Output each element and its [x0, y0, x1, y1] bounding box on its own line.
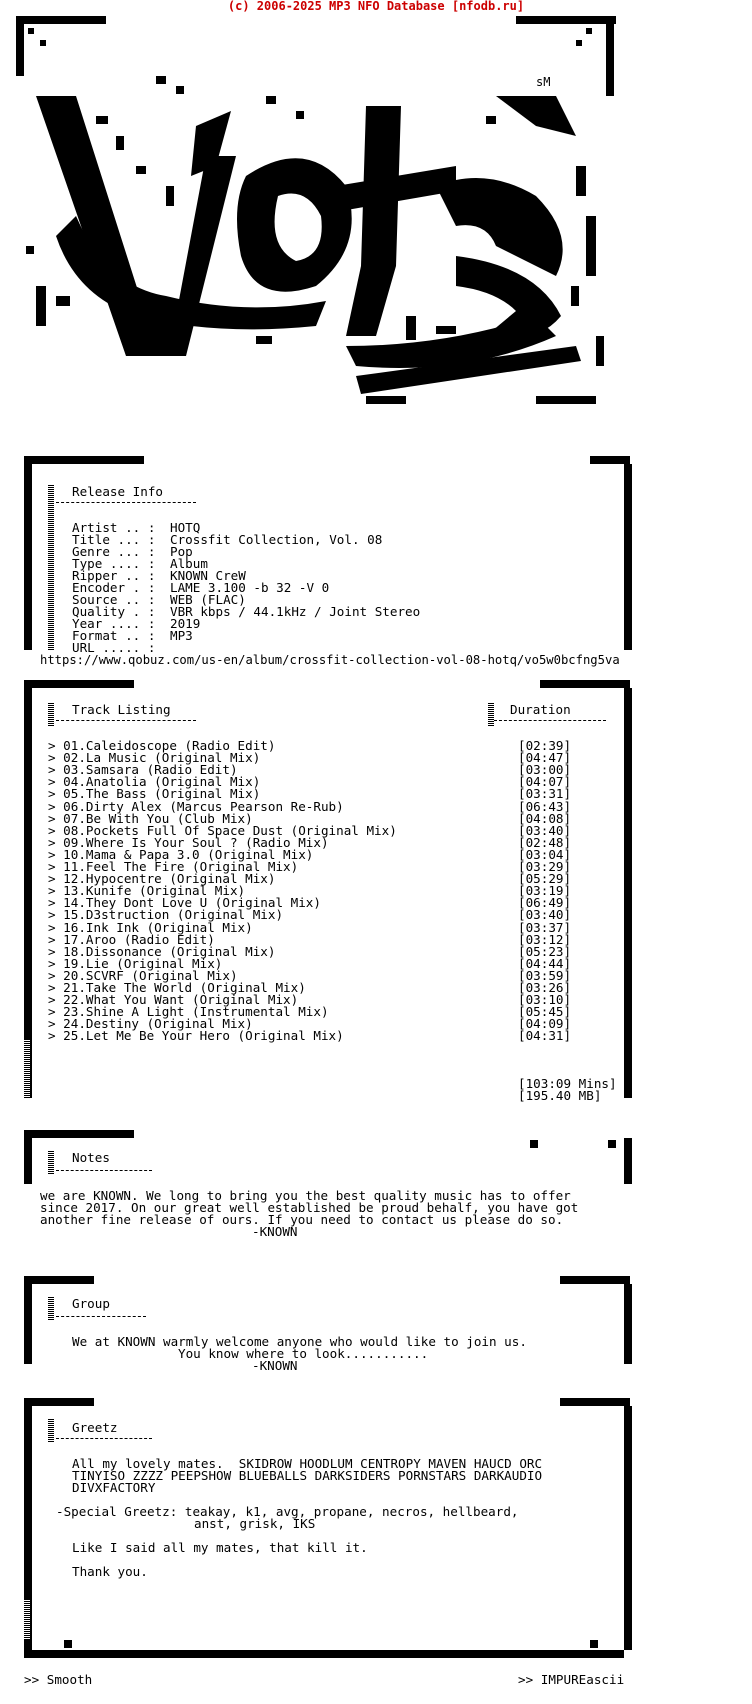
- track-title: > 12.Hypocentre (Original Mix): [48, 871, 276, 887]
- notes-line: since 2017. On our great well established be proud behalf, you have got: [40, 1200, 579, 1215]
- field-value: Album: [170, 556, 208, 571]
- track-duration: [04:44]: [518, 955, 572, 971]
- notes-signature: -KNOWN: [252, 1224, 298, 1239]
- track-title: > 14.They Dont Love U (Original Mix): [48, 895, 321, 911]
- track-duration: [04:09]: [518, 1016, 572, 1032]
- group-frame-top-right: [560, 1276, 630, 1284]
- track-duration: [06:43]: [518, 798, 572, 814]
- notes-header: Notes: [72, 1150, 110, 1165]
- track-duration: [04:47]: [518, 750, 572, 766]
- field-label: Format .. :: [72, 628, 156, 643]
- track-title: > 25.Let Me Be Your Hero (Original Mix): [48, 1028, 344, 1044]
- notes-line: we are KNOWN. We long to bring you the best quality music has to offer: [40, 1188, 571, 1203]
- track-duration: [04:08]: [518, 810, 572, 826]
- field-label: Artist .. :: [72, 520, 156, 535]
- greetz-line: TINYISO ZZZZ PEEPSHOW BLUEBALLS DARKSIDERS PORNSTARS DARKAUDIO: [72, 1468, 543, 1483]
- track-duration: [04:31]: [518, 1028, 572, 1044]
- tracks-divider-left: [56, 720, 196, 721]
- tracks-rail-bottom: [24, 1040, 30, 1098]
- field-label: Year .... :: [72, 616, 156, 631]
- track-duration: [03:26]: [518, 980, 572, 995]
- field-label: Encoder . :: [72, 580, 156, 595]
- track-title: > 20.SCVRF (Original Mix): [48, 967, 238, 983]
- notes-frame-top: [24, 1130, 134, 1138]
- footer-credit-left: >> Smooth: [24, 1672, 93, 1687]
- track-listing-header: Track Listing: [72, 702, 171, 717]
- track-duration: [03:12]: [518, 931, 572, 947]
- track-title: > 07.Be With You (Club Mix): [48, 810, 253, 826]
- notes-line: another fine release of ours. If you need to contact us please do so.: [40, 1212, 564, 1227]
- group-line: You know where to look...........: [178, 1346, 429, 1361]
- track-title: > 02.La Music (Original Mix): [48, 750, 261, 766]
- group-line: We at KNOWN warmly welcome anyone who would like to join us.: [72, 1334, 527, 1349]
- track-title: > 08.Pockets Full Of Space Dust (Original Mix): [48, 822, 397, 838]
- track-duration: [03:10]: [518, 992, 572, 1008]
- greetz-frame-dot: [590, 1640, 598, 1648]
- field-label: Type .... :: [72, 556, 156, 571]
- duration-header: Duration: [510, 702, 571, 717]
- release-info-divider: [56, 502, 196, 503]
- track-title: > 05.The Bass (Original Mix): [48, 786, 261, 802]
- ascii-art-logo: [16, 16, 616, 412]
- field-value: LAME 3.100 -b 32 -V 0: [170, 580, 330, 595]
- greetz-thanks: Thank you.: [72, 1564, 148, 1579]
- greetz-divider: [56, 1438, 152, 1439]
- tracks-divider-right: [494, 720, 606, 721]
- track-title: > 06.Dirty Alex (Marcus Pearson Re-Rub): [48, 798, 344, 814]
- group-frame-top: [24, 1276, 94, 1284]
- field-label: Source .. :: [72, 592, 156, 607]
- track-title: > 21.Take The World (Original Mix): [48, 980, 306, 995]
- tracks-rail-left: [48, 702, 54, 726]
- track-duration: [03:00]: [518, 762, 572, 778]
- tracks-frame-top-right: [540, 680, 630, 688]
- notes-divider: [56, 1170, 152, 1171]
- track-duration: [04:07]: [518, 774, 572, 790]
- track-duration: [02:48]: [518, 834, 572, 850]
- field-value: VBR kbps / 44.1kHz / Joint Stereo: [170, 604, 421, 619]
- field-value: MP3: [170, 628, 193, 643]
- track-duration: [03:04]: [518, 846, 572, 862]
- track-title: > 11.Feel The Fire (Original Mix): [48, 859, 299, 874]
- greetz-header: Greetz: [72, 1420, 118, 1435]
- group-signature: -KNOWN: [252, 1358, 298, 1373]
- release-frame-top-right: [590, 456, 630, 464]
- release-url[interactable]: https://www.qobuz.com/us-en/album/crossfit-collection-vol-08-hotq/vo5w0bcfng5va: [40, 653, 620, 667]
- notes-rail: [48, 1150, 54, 1174]
- track-duration: [02:39]: [518, 738, 572, 753]
- notes-frame: [24, 1138, 632, 1184]
- special-greetz-cont: anst, grisk, IKS: [194, 1516, 316, 1531]
- field-value: Crossfit Collection, Vol. 08: [170, 532, 383, 547]
- greetz-line: DIVXFACTORY: [72, 1480, 156, 1495]
- track-duration: [03:40]: [518, 907, 572, 923]
- greetz-mates: Like I said all my mates, that kill it.: [72, 1540, 368, 1555]
- copyright-notice: (c) 2006-2025 MP3 NFO Database [nfodb.ru]: [227, 0, 525, 13]
- field-label: Genre ... :: [72, 544, 156, 559]
- greetz-frame-top: [24, 1398, 94, 1406]
- track-duration: [03:19]: [518, 883, 572, 899]
- field-value: Pop: [170, 544, 193, 559]
- track-duration: [03:29]: [518, 859, 572, 874]
- greetz-rail-bottom: [24, 1600, 30, 1640]
- field-label: Quality . :: [72, 604, 156, 619]
- track-title: > 24.Destiny (Original Mix): [48, 1016, 253, 1032]
- logo-signature: sM: [536, 75, 551, 89]
- track-duration: [03:40]: [518, 822, 572, 838]
- track-duration: [03:59]: [518, 967, 572, 983]
- track-duration: [05:45]: [518, 1004, 572, 1020]
- total-size: [195.40 MB]: [518, 1088, 602, 1103]
- greetz-frame: [24, 1406, 632, 1650]
- track-title: > 09.Where Is Your Soul ? (Radio Mix): [48, 834, 329, 850]
- release-info-rail: [48, 484, 54, 650]
- release-info-header: Release Info: [72, 484, 163, 499]
- total-time: [103:09 Mins]: [518, 1076, 617, 1091]
- track-title: > 01.Caleidoscope (Radio Edit): [48, 738, 276, 753]
- greetz-frame-top-right: [560, 1398, 630, 1406]
- greetz-rail: [48, 1418, 54, 1442]
- track-duration: [05:23]: [518, 943, 572, 959]
- track-duration: [03:31]: [518, 786, 572, 802]
- track-title: > 03.Samsara (Radio Edit): [48, 762, 238, 778]
- greetz-frame-dot: [64, 1640, 72, 1648]
- special-greetz: -Special Greetz: teakay, k1, avg, propane, necros, hellbeard,: [56, 1504, 519, 1519]
- release-frame-top: [24, 456, 144, 464]
- field-value: HOTQ: [170, 520, 201, 535]
- group-divider: [56, 1316, 146, 1317]
- track-title: > 18.Dissonance (Original Mix): [48, 943, 276, 959]
- field-value: KNOWN CreW: [170, 568, 246, 583]
- track-title: > 13.Kunife (Original Mix): [48, 883, 246, 899]
- greetz-frame-bottom: [24, 1650, 624, 1658]
- footer-credit-right: >> IMPUREascii: [518, 1672, 625, 1687]
- track-title: > 22.What You Want (Original Mix): [48, 992, 299, 1008]
- track-title: > 23.Shine A Light (Instrumental Mix): [48, 1004, 329, 1020]
- track-title: > 17.Aroo (Radio Edit): [48, 931, 215, 947]
- track-title: > 10.Mama & Papa 3.0 (Original Mix): [48, 846, 314, 862]
- track-title: > 04.Anatolia (Original Mix): [48, 774, 261, 790]
- field-label: URL ..... :: [72, 640, 156, 655]
- group-rail: [48, 1296, 54, 1320]
- tracks-frame-top: [24, 680, 134, 688]
- field-label: Ripper .. :: [72, 568, 156, 583]
- track-title: > 15.D3struction (Original Mix): [48, 907, 284, 923]
- field-value: 2019: [170, 616, 201, 631]
- field-label: Title ... :: [72, 532, 156, 547]
- track-title: > 16.Ink Ink (Original Mix): [48, 919, 253, 935]
- track-title: > 19.Lie (Original Mix): [48, 955, 223, 971]
- group-header: Group: [72, 1296, 110, 1311]
- field-value: WEB (FLAC): [170, 592, 246, 607]
- tracks-rail-right: [488, 702, 494, 726]
- track-duration: [06:49]: [518, 895, 572, 911]
- greetz-line: All my lovely mates. SKIDROW HOODLUM CENTROPY MAVEN HAUCD ORC: [72, 1456, 543, 1471]
- track-duration: [05:29]: [518, 871, 572, 887]
- track-duration: [03:37]: [518, 919, 572, 935]
